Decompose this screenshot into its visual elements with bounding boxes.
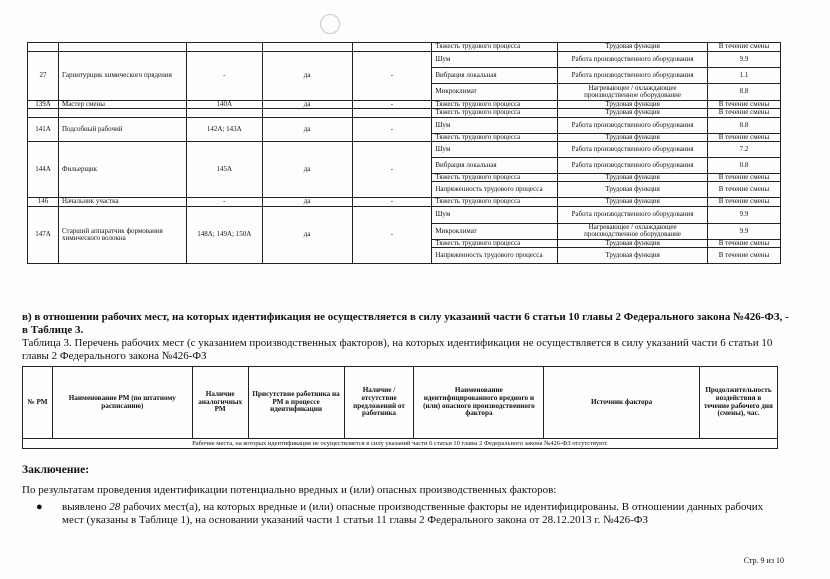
table-row: Тяжесть трудового процесса Трудовая функция В течение смены bbox=[28, 109, 781, 117]
table-row: Напряженность трудового процесса Трудовая функция В течение смены bbox=[28, 248, 781, 264]
table-row: 141А Подсобный рабочий 142А; 143А да - Шум Работа производственного оборудования 8.8 bbox=[28, 117, 781, 133]
punch-hole-mark bbox=[320, 14, 340, 34]
table3-note-row: Рабочие места, на которых идентификация не осуществляется в силу указаний части 6 статьи 10 главы 2 Федерального закона №426-ФЗ отсутствуют. bbox=[23, 439, 778, 449]
table-row: 146 Начальник участка - да - Тяжесть трудового процесса Трудовая функция В течение смены bbox=[28, 198, 781, 206]
table3-header-row: № РМ Наименование РМ (по штатному расписанию) Наличие аналогичных РМ Присутствие работника на РМ в процессе идентификации Наличие / отсутствие предложений от работника Наименование идентифицированного вредного и (или) опасного производственного фактора Источник фактора Продолжительность воздействия в течение рабочего дня (смены), час. bbox=[23, 367, 778, 439]
table-row: Тяжесть трудового процесса Трудовая функция В течение смены bbox=[28, 43, 781, 52]
conclusion-intro: По результатам проведения идентификации потенциально вредных и (или) опасных производственных факторов: bbox=[22, 484, 557, 496]
table-row: 27 Гарнитурщик химического прядения - да - Шум Работа производственного оборудования 9.9 bbox=[28, 52, 781, 68]
conclusion-bullet: ● выявлено 28 рабочих мест(а), на которых вредные и (или) опасные производственные факторы не идентифицированы. В отношении данных рабочих мест (указаны в Таблице 1), на основании указаний части 1 статьи 11 главы 2 Федерального закона от 28.12.2013 г. №426-ФЗ bbox=[36, 501, 764, 526]
table-row: Тяжесть трудового процесса Трудовая функция В течение смены bbox=[28, 174, 781, 182]
table-row: Микроклимат Нагревающее / охлаждающее производственное оборудование 8.8 bbox=[28, 84, 781, 101]
table3 bbox=[22, 366, 778, 449]
table3-caption: Таблица 3. Перечень рабочих мест (с указанием производственных факторов), на которых идентификация не осуществляется в силу указаний части 6 статьи 10 главы 2 Федерального закона №426-ФЗ bbox=[22, 337, 773, 362]
table-row: 139А Мастер смены 140А да - Тяжесть трудового процесса Трудовая функция В течение смены bbox=[28, 101, 781, 109]
table-row: Вибрация локальная Работа производственного оборудования 1.1 bbox=[28, 68, 781, 84]
table-row: Напряженность трудового процесса Трудовая функция В течение смены bbox=[28, 182, 781, 198]
page-number: Стр. 9 из 10 bbox=[743, 556, 784, 565]
rm-count: 28 bbox=[109, 501, 121, 513]
conclusion-title: Заключение: bbox=[22, 464, 90, 476]
table-row: Тяжесть трудового процесса Трудовая функция В течение смены bbox=[28, 133, 781, 141]
table-row: Тяжесть трудового процесса Трудовая функция В течение смены bbox=[28, 239, 781, 247]
section-b-heading: в) в отношении рабочих мест, на которых идентификация не осуществляется в силу указаний части 6 статьи 10 главы 2 Федерального закона №426-ФЗ, - в Таблице 3. bbox=[22, 311, 789, 336]
table-row: Микроклимат Нагревающее / охлаждающее производственное оборудование 9.9 bbox=[28, 223, 781, 239]
table-row: Вибрация локальная Работа производственного оборудования 0.8 bbox=[28, 158, 781, 174]
table-row: 147А Старший аппаратчик формования химического волокна 148А; 149А; 150А да - Шум Работа производственного оборудования 9.9 bbox=[28, 206, 781, 223]
workplaces-factors-table bbox=[27, 42, 781, 264]
bullet-icon: ● bbox=[36, 501, 43, 513]
table-row: 144А Фильерщик 145А да - Шум Работа производственного оборудования 7.2 bbox=[28, 142, 781, 158]
